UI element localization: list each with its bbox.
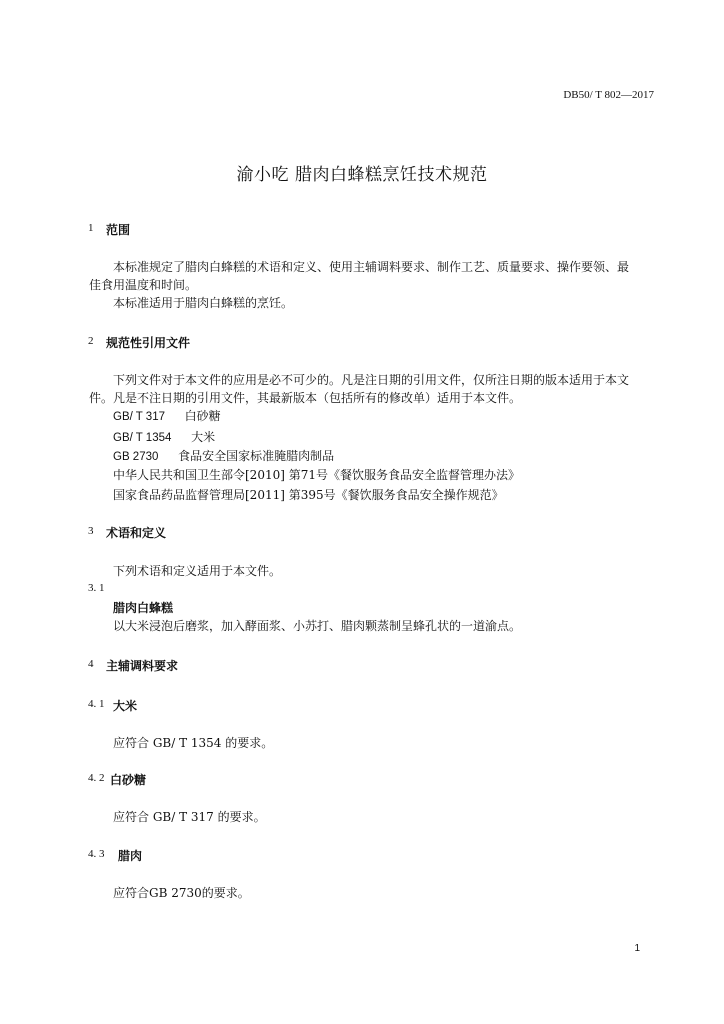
reference-name: 食品安全国家标准腌腊肉制品 (178, 449, 335, 463)
section-4-title: 主辅调料要求 (106, 659, 179, 673)
subsection-4-2-title: 白砂糖 (110, 773, 147, 787)
term-number: 3. 1 (88, 582, 105, 594)
subsection-4-2-number: 4. 2 (88, 772, 105, 784)
reference-name: 白砂糖 (184, 409, 221, 423)
section-1-para-1-line-2: 佳食用温度和时间。 (89, 278, 198, 292)
reference-code: GB/ T 317 (113, 411, 165, 423)
document-title: 渝小吃 腊肉白蜂糕烹饪技术规范 (236, 165, 488, 185)
reference-item (113, 407, 221, 424)
section-1-para-2: 本标准适用于腊肉白蜂糕的烹饪。 (113, 296, 294, 310)
reference-item (113, 486, 504, 503)
subsection-4-1-number: 4. 1 (88, 698, 105, 710)
section-3-number: 3 (88, 525, 94, 537)
section-4-number: 4 (88, 658, 94, 670)
reference-item (113, 466, 520, 483)
section-3-para-1: 下列术语和定义适用于本文件。 (113, 564, 282, 578)
section-2-number: 2 (88, 335, 94, 347)
reference-code: GB/ T 1354 (113, 432, 172, 444)
section-2-para-1-line-1: 下列文件对于本文件的应用是必不可少的。凡是注日期的引用文件，仅所注日期的版本适用于本文 (113, 373, 630, 387)
reference-code: GB 2730 (113, 451, 159, 463)
reference-name: 中华人民共和国卫生部令[2010] 第71号《餐饮服务食品安全监督管理办法》 (113, 468, 520, 482)
section-1-para-1-line-1: 本标准规定了腊肉白蜂糕的术语和定义、使用主辅调料要求、制作工艺、质量要求、操作要领、最 (113, 260, 630, 274)
subsection-4-1-title: 大米 (113, 699, 138, 713)
reference-name: 国家食品药品监督管理局[2011] 第395号《餐饮服务食品安全操作规范》 (113, 488, 504, 502)
term-name: 腊肉白蜂糕 (113, 601, 174, 615)
section-2-title: 规范性引用文件 (106, 336, 191, 350)
subsection-4-3-text: 应符合GB 2730的要求。 (113, 886, 250, 900)
section-1-number: 1 (88, 222, 94, 234)
reference-item (113, 447, 334, 464)
subsection-4-1-text: 应符合 GB/ T 1354 的要求。 (113, 736, 274, 750)
section-3-title: 术语和定义 (106, 526, 167, 540)
section-1-title: 范围 (106, 223, 131, 237)
subsection-4-3-title: 腊肉 (118, 849, 143, 863)
reference-name: 大米 (191, 430, 216, 444)
page-number: 1 (634, 943, 640, 954)
term-definition: 以大米浸泡后磨浆，加入酵面浆、小苏打、腊肉颗蒸制呈蜂孔状的一道渝点。 (113, 619, 522, 633)
reference-item (113, 428, 215, 445)
subsection-4-2-text: 应符合 GB/ T 317 的要求。 (113, 810, 266, 824)
subsection-4-3-number: 4. 3 (88, 848, 105, 860)
standard-code: DB50/ T 802—2017 (563, 89, 654, 101)
section-2-para-1-line-2: 件。凡是不注日期的引用文件，其最新版本（包括所有的修改单）适用于本文件。 (89, 391, 522, 405)
